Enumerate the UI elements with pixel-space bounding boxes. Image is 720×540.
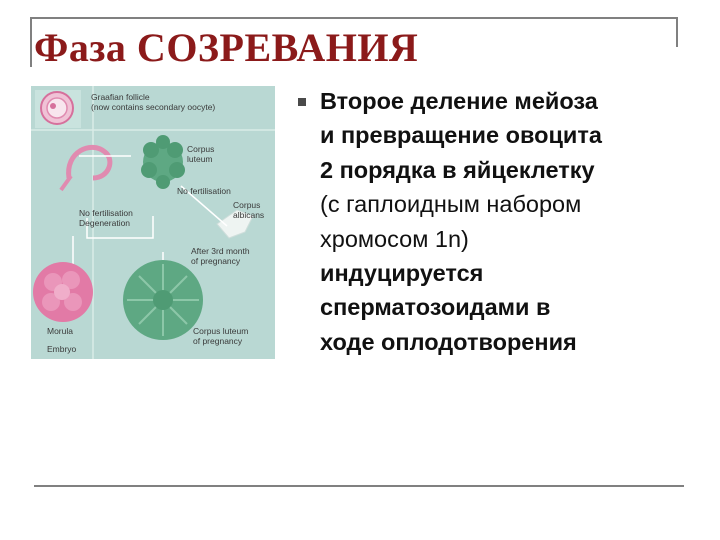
corpus-luteum-of-pregnancy-icon bbox=[123, 260, 203, 340]
slide-frame-top-line bbox=[30, 17, 678, 19]
label-corpus-albicans-2: albicans bbox=[233, 210, 265, 220]
label-graafian-follicle: Graafian follicle bbox=[91, 92, 150, 102]
bullet-line: 2 порядка в яйцеклетку bbox=[320, 156, 595, 183]
bullet-line: сперматозоидами в bbox=[320, 294, 551, 321]
bullet-square-icon bbox=[298, 98, 306, 106]
bullet-line: и превращение овоцита bbox=[320, 122, 602, 149]
label-morula: Morula bbox=[47, 326, 73, 336]
label-embryo: Embryo bbox=[47, 344, 77, 354]
slide-frame-left-line bbox=[30, 17, 32, 67]
ovulation-icon bbox=[61, 176, 71, 190]
label-no-fertilisation-right: No fertilisation bbox=[177, 186, 231, 196]
slide-title: Фаза СОЗРЕВАНИЯ bbox=[34, 25, 419, 70]
label-no-fertilisation-left: No fertilisation bbox=[79, 208, 133, 218]
bullet-line: хромосом 1n) bbox=[320, 225, 469, 252]
slide-bottom-line bbox=[34, 485, 684, 487]
ruptured-follicle-icon bbox=[69, 147, 110, 178]
morula-icon bbox=[33, 262, 93, 322]
label-of-pregnancy: of pregnancy bbox=[191, 256, 241, 266]
label-graafian-follicle-note: (now contains secondary oocyte) bbox=[91, 102, 216, 112]
ovarian-cycle-diagram bbox=[31, 86, 275, 359]
follicle-antrum-icon bbox=[47, 98, 67, 118]
bullet-line: ходе оплодотворения bbox=[320, 328, 577, 355]
corpus-luteum-icon bbox=[141, 135, 185, 189]
bullet-line: индуцируется bbox=[320, 260, 484, 287]
label-corpus-luteum-of-pregnancy-2: of pregnancy bbox=[193, 336, 243, 346]
oocyte-icon bbox=[50, 103, 56, 109]
slide-frame-right-line bbox=[676, 17, 678, 47]
ovarian-cycle-figure bbox=[31, 86, 275, 359]
label-corpus-luteum-of-pregnancy: Corpus luteum bbox=[193, 326, 249, 336]
label-corpus-luteum: Corpus bbox=[187, 144, 215, 154]
bullet-line: Второе деление мейоза bbox=[320, 88, 598, 114]
label-corpus-albicans: Corpus bbox=[233, 200, 261, 210]
bullet-text bbox=[320, 84, 710, 359]
bullet-line: (с гаплоидным набором bbox=[320, 191, 582, 218]
label-after-3rd-month: After 3rd month bbox=[191, 246, 250, 256]
label-degeneration: Degeneration bbox=[79, 218, 131, 228]
label-corpus-luteum-2: luteum bbox=[187, 154, 213, 164]
